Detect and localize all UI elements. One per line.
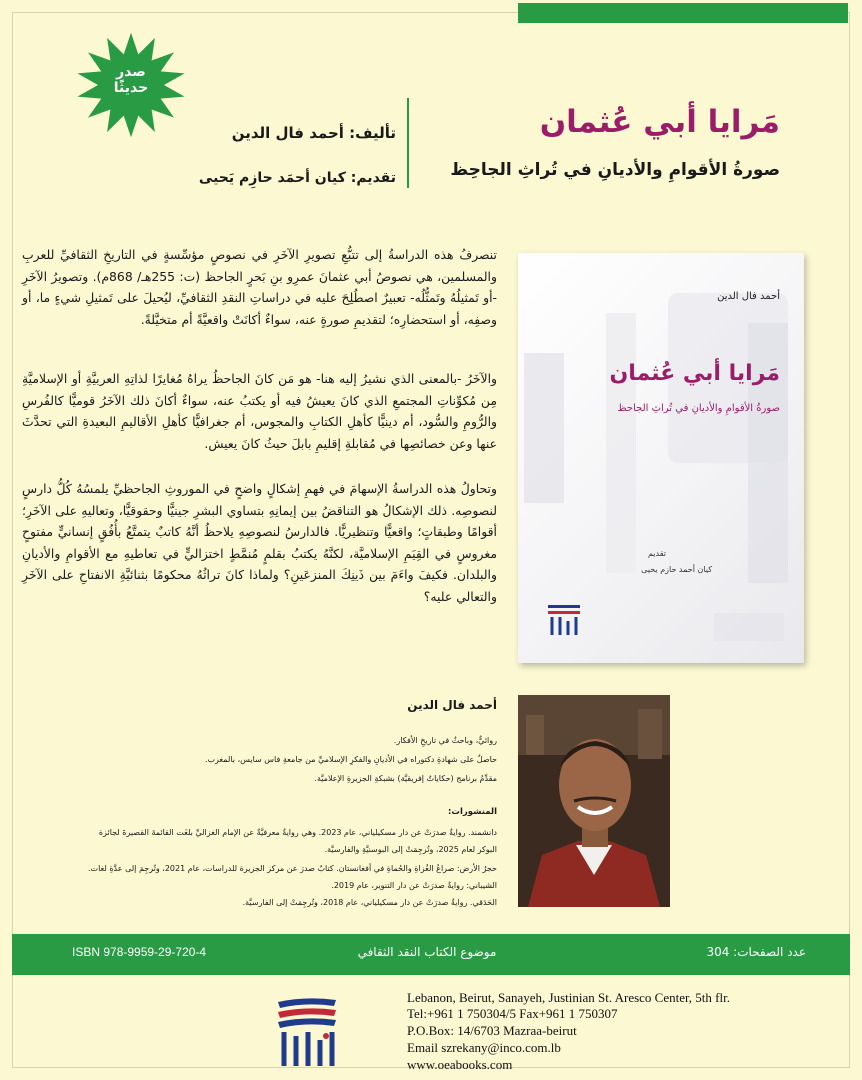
new-release-badge (70, 64, 192, 96)
publisher-logo-small-icon (546, 603, 582, 639)
book-topic: موضوع الكتاب النقد الثقافي (357, 945, 497, 959)
top-green-strip (518, 3, 848, 23)
cover-subtitle: صورةُ الأقوامِ والأديانِ في تُراثِ الجاحظ (617, 403, 780, 414)
bio-author-name: أحمد فال الدين (407, 698, 497, 712)
introduction-line: تقديم: كيان أحمَد حازِم يَحيى (198, 170, 396, 186)
description-paragraph-3: وتحاولُ هذه الدراسةُ الإسهامَ في فهمِ إشكالٍ واضحٍ في الموروثِ الجاحظيِّ يلمسُهُ كُلُّ دارسٍ لنصوصِه. ذلك الإشكالُ هو التناقضُ بين إيمانِهِ بتساوي البشرِ جينيًّا وحقوقيًّا، وتعاليهِ على الآخَرِ؛ أقوامًا وطبقاتٍ؛ واقعيًّا وتنظيريًّا. فالدارسُ لنصوصِهِ يلاحظُ أنَّهُ كاتبٌ يتمتَّعُ بأُفُقٍ إنسانيٍّ مفتوحٍ مغروسٍ في القِيَمِ الإسلاميَّة، لكنَّهُ يكتبُ بقلمٍ مُنمَّطٍ اختزاليٍّ في تعاطيهِ مع الأقوامِ والأديانِ والبلدان. فكيفَ واءَمَ بين ذَينِكَ المنزعَينِ؟ ولماذا كانَ تراثُهُ محكومًا بثنائيَّةِ الانفتاحِ على الآخَرِ والتعالي عليه؟ (22, 481, 497, 604)
badge-line-1: صدر (116, 64, 146, 80)
bio-line-1: روائيٌّ، وباحثٌ في تاريخِ الأفكار. (393, 736, 497, 745)
publication-item-2: حجرُ الأرض: صراعُ الغُزاةِ والحُماةِ في أفغانستان. كتابٌ صدرَ عن مركز الجزيرة للدراسات، عام 2021، وتُرجِمَ إلى عدَّةِ لغات. (88, 864, 497, 873)
page-count-label: عدد الصفحات: (733, 945, 806, 959)
cover-ghost-letters-icon (518, 253, 804, 663)
publication-item-1-cont: البوكر لعام 2025، وتُرجِمَتْ إلى البوسنيَّةِ والفارسيَّة. (324, 845, 497, 854)
publisher-email[interactable]: Email szrekany@inco.com.lb (407, 1040, 561, 1055)
cover-author: أحمد فال الدين (717, 291, 780, 302)
cover-intro-label: تقديم (647, 549, 666, 558)
bio-line-3: مقدِّمُ برنامج (حكاياتٌ إفريقيَّة) بشبكةِ الجزيرةِ الإعلاميَّة. (314, 774, 497, 783)
isbn: ISBN 978-9959-29-720-4 (72, 945, 207, 959)
book-title: مَرايا أبي عُثمان (539, 104, 780, 140)
publication-item-3: الشيباني: روايةٌ صدرَتْ عن دار التنوير، عام 2019. (331, 881, 497, 890)
cover-title: مَرايا أبي عُثمان (609, 361, 780, 386)
book-cover (518, 253, 804, 663)
header-divider (407, 98, 409, 188)
description-paragraph-1: تنصرفُ هذه الدراسةُ إلى تتبُّعِ تصويرِ الآخَرِ في نصوصٍ مؤسِّسةٍ في التاريخِ الثقافيِّ للعربِ والمسلمين، هي نصوصُ أبي عثمانَ عمرِو بنِ بَحرٍ الجاحظ (ت: 255هـ/ 868م). وتصويرُ الآخَرِ -أو تَمثيلُهُ وتَمثُّلُه- تعبيرٌ اصطُلِحَ عليه في دراساتِ النقدِ الثقافيِّ، ليُحيلَ على تَمثيلِ شيءٍ ما، أو وصفِه، أو استحضارِه؛ لتقديمِ صورةٍ عنه، سواءٌ أكانَتْ واقعيَّةً أم متخيَّلةً. (22, 247, 497, 327)
cover-intro-name: كيان أحمد حازم يحيى (641, 565, 712, 574)
description-paragraph-2: والآخَرُ -بالمعنى الذي نشيرُ إليه هنا- هو مَن كانَ الجاحظُ يراهُ مُغايرًا لذاتِهِ العربيَّةِ أو الإسلاميَّةِ مِن مُكوِّناتِ المجتمعِ الذي كانَ يعيشُ فيه أو يكتبُ عنه، سواءٌ أكانَ ذلك الآخَرُ قوميًّا كالفُرسِ والرُّومِ والسُّود، أم دينيًّا كأهلِ الكتابِ والمجوس، أم جغرافيًّا كأهلِ الأقاليمِ البعيدةِ التي تحدَّثَ عنها وعن خصائصِها في مُقابلةِ إقليمِ بابلَ حيثُ كانَ يعيش. (22, 371, 497, 451)
bio-line-2: حاصلٌ على شهادةِ دكتوراه في الأديانِ والفكرِ الإسلاميِّ من جامعةِ فاس سايس، بالمغرب. (204, 755, 497, 764)
page-count-value: 304 (706, 945, 730, 959)
publication-item-1: دانشمند. روايةٌ صدرَتْ عن دار مسكيلياني، عام 2023. وهي روايةٌ معرفيَّةٌ عن الإمام الغزاليِّ بلغَت القائمةَ القصيرةَ لجائزة (98, 828, 497, 837)
publisher-website[interactable]: www.oeabooks.com (407, 1057, 513, 1072)
page-count (706, 945, 806, 959)
book-subtitle: صورةُ الأقوامِ والأديانِ في تُراثِ الجاحِظ (450, 160, 780, 180)
publisher-address: Lebanon, Beirut, Sanayeh, Justinian St. Aresco Center, 5th flr. (407, 990, 730, 1005)
author-line: تأليف: أحمد فال الدين (231, 124, 396, 142)
author-portrait (518, 695, 670, 907)
publisher-phone: Tel:+961 1 750304/5 Fax+961 1 750307 (407, 1006, 618, 1021)
publication-item-4: الحَدَقي. روايةٌ صدرَتْ عن دار مسكيلياني، عام 2018، وتُرجِمَتْ إلى الفارسيَّة. (242, 898, 497, 907)
publisher-pobox: P.O.Box: 14/6703 Mazraa-beirut (407, 1023, 577, 1038)
badge-line-2: حديثًا (113, 80, 149, 96)
publications-heading: المنشورات: (448, 807, 497, 817)
book-info-bar (12, 934, 850, 975)
publisher-logo-icon (270, 996, 342, 1072)
